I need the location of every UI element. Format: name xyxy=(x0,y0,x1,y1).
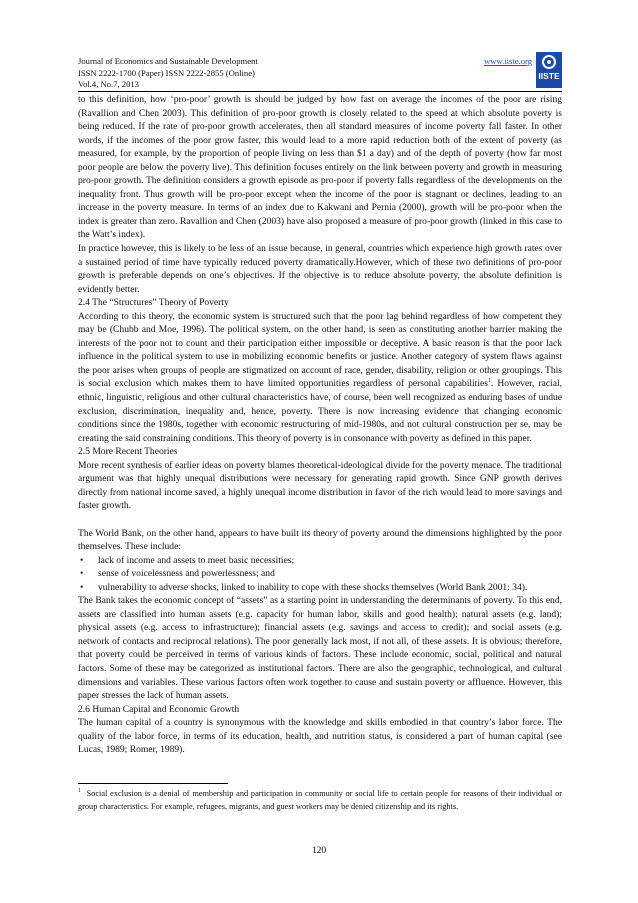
header-rule xyxy=(78,91,562,92)
journal-url-link[interactable]: www.iiste.org xyxy=(484,56,532,66)
footnote xyxy=(78,787,562,814)
page-number: 120 xyxy=(311,846,327,856)
page-header xyxy=(78,56,562,90)
list-item: • sense of voicelessness and powerlessness; and xyxy=(78,567,562,581)
paragraph: The Bank takes the economic concept of “assets” as a starting point in understanding the determinants of poverty. To this end, assets are classified into human assets (e.g. capacity for human labor, skills and good health); natural assets (e.g. land); physical assets (e.g. access to infrastructure); financial assets (e.g. savings and access to credit); and social assets (e.g. network of contacts and reciprocal relations). The poor generally lack most, if not all, of these assets. It is obvious; therefore, that poverty could be perceived in terms of various kinds of factors. These include economic, social, political and natural factors. Some of these may be categorized as institutional factors. There are also the geographic, technological, and cultural dimensions and variables. These various factors often work together to cause and sustain poverty or affluence. However, this paper stresses the lack of human assets. xyxy=(78,595,562,702)
article-body xyxy=(78,93,562,757)
paragraph-text: According to this theory, the economic system is structured such that the poor lag behind regardless of how competent they may be (Chubb and Moe, 1996). The political system, on the other hand, is seen as constituting another barrier making the interests of the poor not to count and their participation either impossible or deceptive. A basic reason is that the poor lack influence in the political system to use in mobilizing economic benefits or justice. Another category of system flaws against the poor arises when groups of people are stigmatized on account of race, gender, disability, religion or other groupings. This is social exclusion which makes them to have limited opportunities regardless of personal capabilities xyxy=(78,310,562,390)
footnote-text: Social exclusion is a denial of membership and participation in community or social life to certain people for reasons of their individual or group characteristics. For example, refugees, migrants, and guest workers may be denied citizenship and its rights. xyxy=(78,789,562,812)
footnote-ref[interactable]: 1 xyxy=(487,378,491,385)
spacer xyxy=(78,513,562,527)
list-item: • lack of income and assets to meet basic necessities; xyxy=(78,554,562,568)
paragraph: The World Bank, on the other hand, appears to have built its theory of poverty around the dimensions highlighted by the poor themselves. These include: xyxy=(78,527,562,553)
footnote-number: 1 xyxy=(78,788,81,795)
paragraph: The human capital of a country is synonymous with the knowledge and skills embodied in that country’s labor force. The quality of the labor force, in terms of its education, health, and nutrition status, is considered a part of human capital (see Lucas, 1989; Romer, 1989). xyxy=(78,717,562,756)
paragraph: More recent synthesis of earlier ideas on poverty blames theoretical-ideological divide for the poverty menace. The traditional argument was that highly unequal distributions were necessary for generating rapid growth. Since GNP growth derives directly from national income saved, a highly unequal income distribution in favor of the rich would lead to more savings and faster growth. xyxy=(78,459,562,512)
logo-text: IISTE xyxy=(538,71,560,81)
paragraph xyxy=(78,310,562,445)
journal-title: Journal of Economics and Sustainable Development xyxy=(78,56,258,66)
section-heading: 2.5 More Recent Theories xyxy=(78,446,178,458)
iiste-logo xyxy=(536,52,562,88)
logo-mark-icon xyxy=(542,55,556,69)
section-heading: 2.6 Human Capital and Economic Growth xyxy=(78,703,240,715)
footnote-rule xyxy=(78,783,228,784)
paragraph-text: . However, racial, ethnic, linguistic, religious and other cultural characteristics have, of course, been well recognized as enduring bases of undue exclusion, discrimination, inequality and, hence, poverty. There is now increasing evidence that changing economic conditions since the 1980s, together with economic restructuring of mid-1980s, and not cultural construction per se, may be creating the said constraining conditions. This theory of poverty is in consonance with poverty as defined in this paper. xyxy=(78,378,562,444)
issn-line: ISSN 2222-1700 (Paper) ISSN 2222-2855 (Online) xyxy=(78,67,255,78)
section-heading: 2.4 The “Structures” Theory of Poverty xyxy=(78,297,229,309)
list-item: • vulnerability to adverse shocks, linked to inability to cope with these shocks themselves (World Bank 2001: 34). xyxy=(78,581,562,595)
paragraph: to this definition, how ‘pro-poor’ growth is should be judged by how fast on average the incomes of the poor are rising (Ravallion and Chen 2003). This definition of pro-poor growth is closely related to the speed at which absolute poverty is being reduced. If the rate of pro-poor growth accelerates, then all standard measures of income poverty fall faster. In other words, if the incomes of the poor grow faster, this would lead to a more rapid reduction both of the extent of poverty (as measured, for example, by the proportion of people living on less than $1 a day) and of the depth of poverty (how far most poor people are below the poverty live). This definition focuses entirely on the link between poverty and growth in measuring pro-poor growth. The definition considers a growth episode as pro-poor if poverty falls regardless of the developments on the inequality front. Thus growth will be pro-poor except when the income of the poor is stagnant or declines, leading to an increase in the poverty measure. In terms of an index due to Kakwani and Pernia (2000), growth will be pro-poor when the index is greater than zero. Ravallion and Chen (2003) have also proposed a measure of pro-poor growth (linked in this case to the Watt’s index). xyxy=(78,94,562,241)
paragraph: In practice however, this is likely to be less of an issue because, in general, countries which experience high growth rates over a sustained period of time have typically reduced poverty dramatically.However, which of these two definitions of pro-poor growth is preferable depends on one’s objectives. If the objective is to reduce absolute poverty, the absolute definition is evidently better. xyxy=(78,243,562,295)
bullet-list xyxy=(78,554,562,595)
volume-line: Vol.4, No.7, 2013 xyxy=(78,79,139,89)
